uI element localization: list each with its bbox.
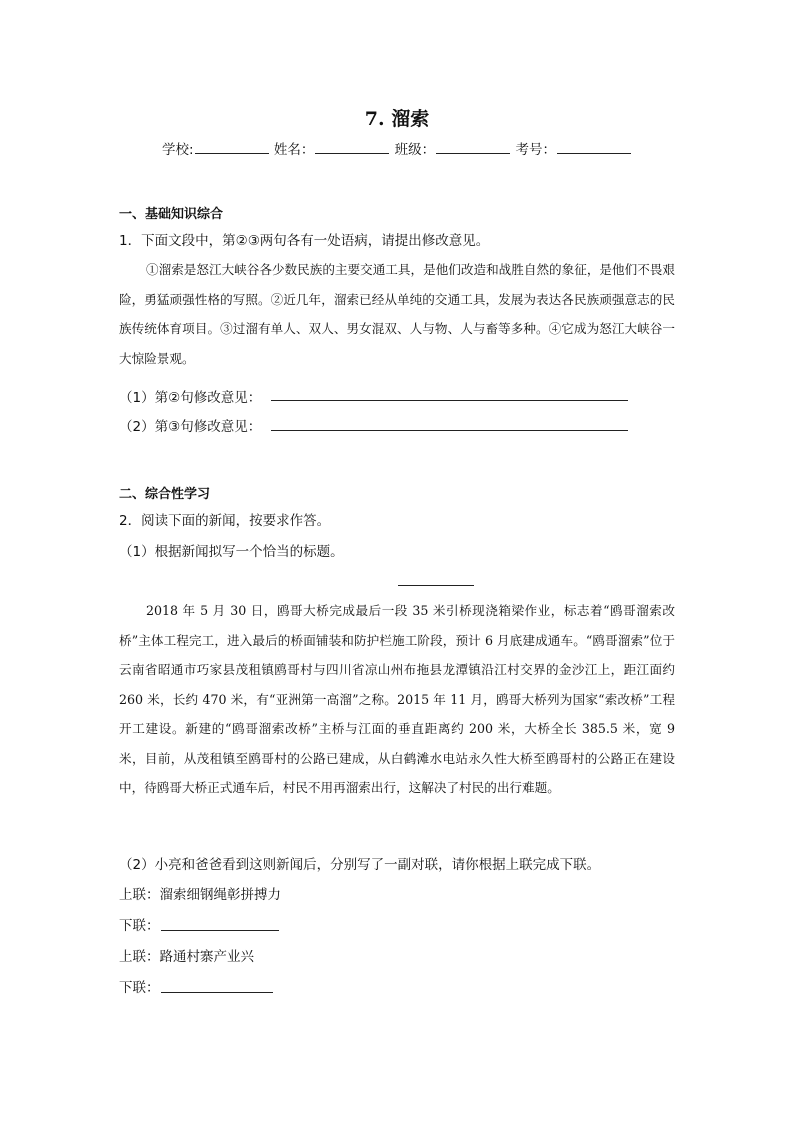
news-passage: 2018 年 5 月 30 日，鸥哥大桥完成最后一段 35 米引桥现浇箱梁作业，标志着“鸥哥溜索改桥”主体工程完工，进入最后的桥面铺装和防护栏施工阶段，预计 6 月底建成通车。“鸥哥溜索”位于云南省昭通市巧家县茂租镇鸥哥村与四川省凉山州布拖县龙潭镇沿江村交界的金沙江上，距江面约 260 米，长约 470 米，有“亚洲第一高溜”之称。2015 年 11 月，鸥哥大桥列为国家“索改桥”工程开工建设。新建的“鸥哥溜索改桥”主桥与江面的垂直距离约 200 米，大桥全长 385.5 米，宽 9 米，目前，从茂租镇至鸥哥村的公路已建成，从白鹤滩水电站永久性大桥至鸥哥村的公路正在建设中，待鸥哥大桥正式通车后，村民不用再溜索出行，这解决了村民的出行难题。 bbox=[119, 603, 675, 795]
question1-passage: ①溜索是怒江大峡谷各少数民族的主要交通工具，是他们改造和战胜自然的象征，是他们不畏艰险，勇猛顽强性格的写照。②近几年，溜索已经从单纯的交通工具，发展为表达各民族顽强意志的民族传统体育项目。③过溜有单人、双人、男女混双、人与物、人与畜等多种。④它成为怒江大峡谷一大惊险景观。 bbox=[119, 262, 675, 366]
exam-number-blank[interactable] bbox=[557, 139, 631, 154]
question2-prompt: 2．阅读下面的新闻，按要求作答。 bbox=[119, 513, 331, 529]
couplet1-lower-answer-line[interactable] bbox=[161, 930, 279, 931]
class-label: 班级： bbox=[394, 142, 436, 158]
q2-sub2-label: （2）小亮和爸爸看到这则新闻后，分别写了一副对联，请你根据上联完成下联。 bbox=[119, 857, 601, 873]
q2-sub1-label: （1）根据新闻拟写一个恰当的标题。 bbox=[119, 544, 344, 560]
question1-prompt: 1．下面文段中，第②③两句各有一处语病，请提出修改意见。 bbox=[119, 233, 490, 249]
class-blank[interactable] bbox=[436, 139, 510, 154]
page-title: 7. 溜索 bbox=[364, 108, 430, 130]
section2-heading: 二、综合性学习 bbox=[119, 487, 211, 502]
news-title-answer-line[interactable] bbox=[398, 585, 474, 586]
couplet2-upper-text: 路通村寨产业兴 bbox=[159, 949, 254, 965]
couplet1-upper bbox=[119, 883, 281, 903]
couplet1-upper-text: 溜索细钢绳彰拼搏力 bbox=[159, 887, 281, 903]
school-blank[interactable] bbox=[195, 139, 269, 154]
q1-sub1-answer-line[interactable] bbox=[271, 400, 628, 401]
section1-heading: 一、基础知识综合 bbox=[119, 207, 224, 222]
school-label: 学校: bbox=[162, 142, 194, 158]
name-label: 姓名： bbox=[273, 142, 315, 158]
couplet2-upper-label: 上联： bbox=[119, 949, 160, 965]
student-info-line bbox=[0, 138, 794, 158]
couplet1-lower-label: 下联： bbox=[119, 918, 160, 934]
q1-sub2-answer-line[interactable] bbox=[271, 430, 628, 431]
exam-number-label: 考号： bbox=[515, 142, 556, 158]
couplet2-upper bbox=[119, 945, 254, 965]
couplet2-lower-label: 下联： bbox=[119, 980, 160, 996]
q1-sub2-label: （2）第③句修改意见： bbox=[119, 419, 262, 435]
q1-sub1-label: （1）第②句修改意见： bbox=[119, 390, 262, 406]
name-blank[interactable] bbox=[315, 139, 389, 154]
couplet1-upper-label: 上联： bbox=[119, 887, 160, 903]
couplet2-lower-answer-line[interactable] bbox=[161, 992, 273, 993]
